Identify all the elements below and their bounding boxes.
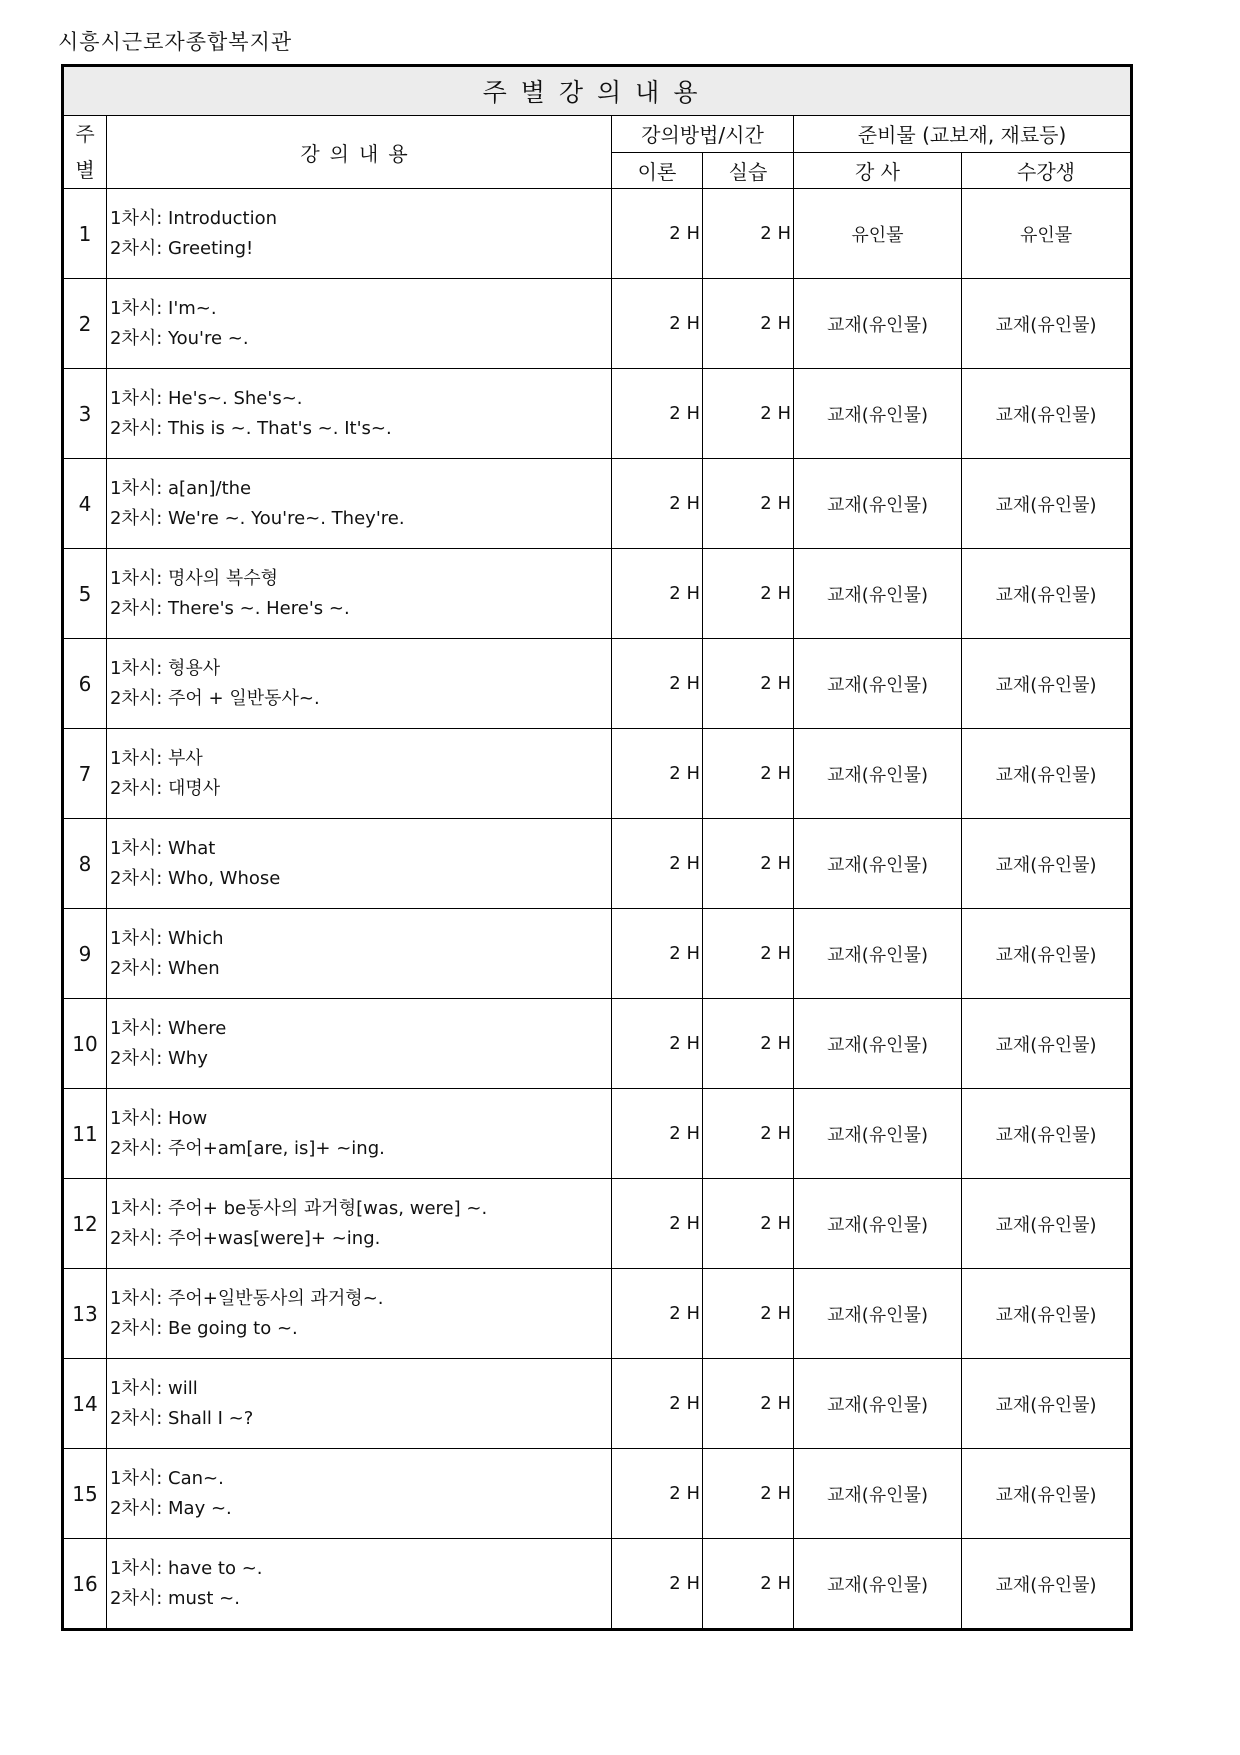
practice-hours: 2 H xyxy=(703,909,794,999)
student-materials: 교재(유인물) xyxy=(962,639,1132,729)
lecture-content xyxy=(107,189,612,279)
student-materials: 교재(유인물) xyxy=(962,459,1132,549)
session-2-text: 2차시: You're ~. xyxy=(110,327,249,349)
week-number: 5 xyxy=(63,549,107,639)
session-2-text: 2차시: Greeting! xyxy=(110,237,254,259)
practice-hours: 2 H xyxy=(703,1359,794,1449)
student-materials: 교재(유인물) xyxy=(962,369,1132,459)
instructor-materials: 교재(유인물) xyxy=(794,639,962,729)
table-row xyxy=(63,1359,1132,1449)
student-materials: 교재(유인물) xyxy=(962,999,1132,1089)
header-week xyxy=(63,116,107,189)
session-2-text: 2차시: 대명사 xyxy=(110,777,221,799)
session-1-text: 1차시: Where xyxy=(110,1017,227,1039)
instructor-materials: 교재(유인물) xyxy=(794,1359,962,1449)
lecture-content xyxy=(107,279,612,369)
header-content: 강의내용 xyxy=(107,116,612,189)
session-2-text: 2차시: When xyxy=(110,957,220,979)
practice-hours: 2 H xyxy=(703,1089,794,1179)
theory-hours: 2 H xyxy=(612,729,703,819)
theory-hours: 2 H xyxy=(612,999,703,1089)
table-row xyxy=(63,1179,1132,1269)
week-number: 13 xyxy=(63,1269,107,1359)
lecture-content xyxy=(107,1089,612,1179)
table-row xyxy=(63,369,1132,459)
table-row xyxy=(63,999,1132,1089)
week-number: 7 xyxy=(63,729,107,819)
table-row xyxy=(63,1539,1132,1630)
session-2-text: 2차시: This is ~. That's ~. It's~. xyxy=(110,417,392,439)
lecture-content xyxy=(107,369,612,459)
theory-hours: 2 H xyxy=(612,1269,703,1359)
student-materials: 교재(유인물) xyxy=(962,1449,1132,1539)
lecture-content xyxy=(107,1539,612,1630)
lecture-content xyxy=(107,729,612,819)
session-2-text: 2차시: There's ~. Here's ~. xyxy=(110,597,350,619)
theory-hours: 2 H xyxy=(612,1089,703,1179)
theory-hours: 2 H xyxy=(612,819,703,909)
session-2-text: 2차시: Why xyxy=(110,1047,208,1069)
session-1-text: 1차시: Introduction xyxy=(110,207,278,229)
week-number: 11 xyxy=(63,1089,107,1179)
organization-name: 시흥시근로자종합복지관 xyxy=(58,30,293,54)
practice-hours: 2 H xyxy=(703,1539,794,1630)
session-1-text: 1차시: will xyxy=(110,1377,198,1399)
theory-hours: 2 H xyxy=(612,1359,703,1449)
theory-hours: 2 H xyxy=(612,279,703,369)
lecture-content xyxy=(107,639,612,729)
lecture-content xyxy=(107,1359,612,1449)
session-1-text: 1차시: 주어+ be동사의 과거형[was, were] ~. xyxy=(110,1197,488,1219)
table-row xyxy=(63,1449,1132,1539)
lecture-content xyxy=(107,549,612,639)
table-row xyxy=(63,729,1132,819)
session-2-text: 2차시: 주어+am[are, is]+ ~ing. xyxy=(110,1137,385,1159)
header-theory: 이론 xyxy=(612,152,703,189)
session-2-text: 2차시: May ~. xyxy=(110,1497,232,1519)
lecture-content xyxy=(107,909,612,999)
table-row xyxy=(63,459,1132,549)
student-materials: 교재(유인물) xyxy=(962,549,1132,639)
session-1-text: 1차시: have to ~. xyxy=(110,1557,263,1579)
instructor-materials: 교재(유인물) xyxy=(794,909,962,999)
table-row xyxy=(63,279,1132,369)
theory-hours: 2 H xyxy=(612,639,703,729)
student-materials: 교재(유인물) xyxy=(962,819,1132,909)
session-1-text: 1차시: What xyxy=(110,837,216,859)
practice-hours: 2 H xyxy=(703,1269,794,1359)
theory-hours: 2 H xyxy=(612,189,703,279)
practice-hours: 2 H xyxy=(703,729,794,819)
instructor-materials: 교재(유인물) xyxy=(794,729,962,819)
student-materials: 교재(유인물) xyxy=(962,1089,1132,1179)
session-2-text: 2차시: 주어 + 일반동사~. xyxy=(110,687,320,709)
session-2-text: 2차시: Shall I ~? xyxy=(110,1407,254,1429)
table-row xyxy=(63,1089,1132,1179)
header-student: 수강생 xyxy=(962,152,1132,189)
theory-hours: 2 H xyxy=(612,459,703,549)
lecture-content xyxy=(107,1179,612,1269)
table-row xyxy=(63,819,1132,909)
session-2-text: 2차시: must ~. xyxy=(110,1587,240,1609)
header-week-line1: 주 xyxy=(75,122,95,146)
session-1-text: 1차시: 부사 xyxy=(110,747,203,769)
lecture-content xyxy=(107,459,612,549)
week-number: 2 xyxy=(63,279,107,369)
week-number: 12 xyxy=(63,1179,107,1269)
session-1-text: 1차시: 명사의 복수형 xyxy=(110,567,279,589)
theory-hours: 2 H xyxy=(612,1449,703,1539)
session-1-text: 1차시: a[an]/the xyxy=(110,477,252,499)
weekly-lecture-table xyxy=(61,64,1133,1631)
table-row xyxy=(63,189,1132,279)
instructor-materials: 교재(유인물) xyxy=(794,1449,962,1539)
table-row xyxy=(63,639,1132,729)
theory-hours: 2 H xyxy=(612,369,703,459)
practice-hours: 2 H xyxy=(703,279,794,369)
session-1-text: 1차시: Which xyxy=(110,927,224,949)
week-number: 1 xyxy=(63,189,107,279)
theory-hours: 2 H xyxy=(612,1539,703,1630)
week-number: 8 xyxy=(63,819,107,909)
instructor-materials: 교재(유인물) xyxy=(794,549,962,639)
week-number: 4 xyxy=(63,459,107,549)
theory-hours: 2 H xyxy=(612,549,703,639)
lecture-content xyxy=(107,1449,612,1539)
practice-hours: 2 H xyxy=(703,1179,794,1269)
practice-hours: 2 H xyxy=(703,999,794,1089)
practice-hours: 2 H xyxy=(703,1449,794,1539)
theory-hours: 2 H xyxy=(612,1179,703,1269)
instructor-materials: 교재(유인물) xyxy=(794,369,962,459)
session-1-text: 1차시: Can~. xyxy=(110,1467,224,1489)
practice-hours: 2 H xyxy=(703,819,794,909)
week-number: 16 xyxy=(63,1539,107,1630)
header-week-line2: 별 xyxy=(75,158,95,182)
session-1-text: 1차시: How xyxy=(110,1107,208,1129)
student-materials: 교재(유인물) xyxy=(962,909,1132,999)
table-row xyxy=(63,549,1132,639)
instructor-materials: 교재(유인물) xyxy=(794,819,962,909)
table-row xyxy=(63,909,1132,999)
week-number: 9 xyxy=(63,909,107,999)
week-number: 14 xyxy=(63,1359,107,1449)
session-2-text: 2차시: Who, Whose xyxy=(110,867,281,889)
practice-hours: 2 H xyxy=(703,459,794,549)
session-2-text: 2차시: 주어+was[were]+ ~ing. xyxy=(110,1227,381,1249)
header-instructor: 강 사 xyxy=(794,152,962,189)
student-materials: 교재(유인물) xyxy=(962,1359,1132,1449)
student-materials: 교재(유인물) xyxy=(962,1539,1132,1630)
header-materials: 준비물 (교보재, 재료등) xyxy=(794,116,1132,153)
lecture-content xyxy=(107,819,612,909)
instructor-materials: 교재(유인물) xyxy=(794,1179,962,1269)
instructor-materials: 교재(유인물) xyxy=(794,1269,962,1359)
student-materials: 교재(유인물) xyxy=(962,1179,1132,1269)
session-1-text: 1차시: 형용사 xyxy=(110,657,221,679)
practice-hours: 2 H xyxy=(703,189,794,279)
student-materials: 유인물 xyxy=(962,189,1132,279)
week-number: 3 xyxy=(63,369,107,459)
student-materials: 교재(유인물) xyxy=(962,279,1132,369)
instructor-materials: 교재(유인물) xyxy=(794,279,962,369)
student-materials: 교재(유인물) xyxy=(962,729,1132,819)
session-2-text: 2차시: Be going to ~. xyxy=(110,1317,298,1339)
week-number: 10 xyxy=(63,999,107,1089)
lecture-content xyxy=(107,1269,612,1359)
header-practice: 실습 xyxy=(703,152,794,189)
session-1-text: 1차시: I'm~. xyxy=(110,297,217,319)
week-number: 6 xyxy=(63,639,107,729)
header-method: 강의방법/시간 xyxy=(612,116,794,153)
practice-hours: 2 H xyxy=(703,369,794,459)
session-1-text: 1차시: He's~. She's~. xyxy=(110,387,303,409)
table-row xyxy=(63,1269,1132,1359)
practice-hours: 2 H xyxy=(703,549,794,639)
lecture-content xyxy=(107,999,612,1089)
session-2-text: 2차시: We're ~. You're~. They're. xyxy=(110,507,405,529)
instructor-materials: 교재(유인물) xyxy=(794,999,962,1089)
instructor-materials: 교재(유인물) xyxy=(794,1089,962,1179)
theory-hours: 2 H xyxy=(612,909,703,999)
instructor-materials: 교재(유인물) xyxy=(794,459,962,549)
table-title: 주별강의내용 xyxy=(63,66,1132,116)
practice-hours: 2 H xyxy=(703,639,794,729)
session-1-text: 1차시: 주어+일반동사의 과거형~. xyxy=(110,1287,384,1309)
instructor-materials: 유인물 xyxy=(794,189,962,279)
student-materials: 교재(유인물) xyxy=(962,1269,1132,1359)
instructor-materials: 교재(유인물) xyxy=(794,1539,962,1630)
week-number: 15 xyxy=(63,1449,107,1539)
